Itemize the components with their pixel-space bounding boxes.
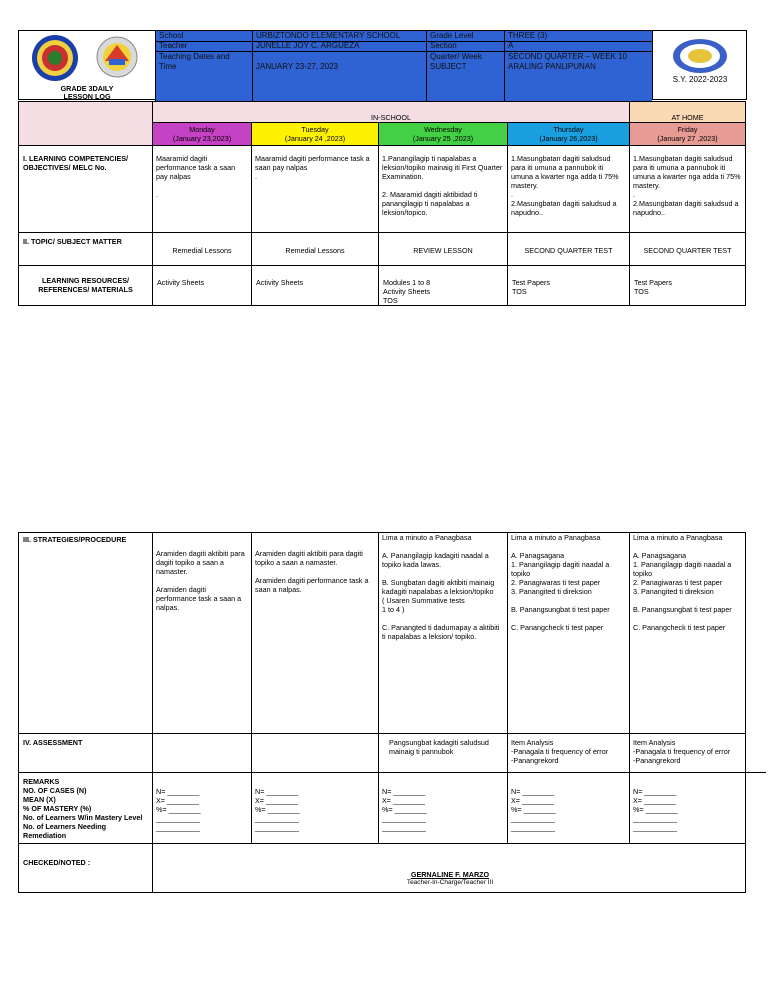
remarks-wednesday: N= ________ X= ________ %= ________ ___________ ___________ <box>378 772 508 844</box>
objectives-monday: Maaramid dagiti performance task a saan pay nalpas . <box>152 145 252 233</box>
topic-friday: SECOND QUARTER TEST <box>629 232 746 266</box>
strategies-thursday: Lima a minuto a Panagbasa A. Panagsagana 1. Panangilagip dagiti naadal a topiko 2. Panagiwaras ti test paper 3. Panangited ti direksion B. Panangsungbat ti test paper C. Panangcheck ti test paper <box>507 532 630 734</box>
topic-label: II. TOPIC/ SUBJECT MATTER <box>18 232 153 266</box>
quarter-subject-label: Quarter/ Week SUBJECT <box>430 52 482 71</box>
school-year: S.Y. 2022-2023 <box>672 75 728 84</box>
day-thursday <box>507 122 630 146</box>
topic-thursday: SECOND QUARTER TEST <box>507 232 630 266</box>
resources-friday: Test Papers TOS <box>629 265 746 306</box>
logo-area-right <box>652 31 746 99</box>
school-value: URBIZTONDO ELEMENTARY SCHOOL <box>256 31 401 40</box>
assessment-thursday: Item Analysis -Panagala ti frequency of error -Panangrekord <box>507 733 630 773</box>
resources-thursday: Test Papers TOS <box>507 265 630 306</box>
remarks-monday: N= ________ X= ________ %= ________ ___________ ___________ <box>152 772 252 844</box>
checked-label: CHECKED/NOTED : <box>18 843 153 893</box>
topic-wednesday: REVIEW LESSON <box>378 232 508 266</box>
strategies-monday: Aramiden dagiti aktibiti para dagiti topiko a saan a namaster. Aramiden dagiti performance task a saan a nalpas. <box>152 532 252 734</box>
school-seal-logo <box>91 35 143 79</box>
objectives-thursday: 1.Masungbatan dagiti saludsud para iti umuna a pannubok iti umuna a kwarter nga adda ti 75% mastery. . 2.Masungbatan dagiti saludsud a napudno.. <box>507 145 630 233</box>
section-value: A <box>508 41 514 50</box>
remarks-label: REMARKS NO. OF CASES (N) MEAN (X) % OF MASTERY (%) No. of Learners W/in Mastery Level No. of Learners Needing Remediation <box>18 772 153 844</box>
section-at-home: AT HOME <box>629 101 746 123</box>
objectives-friday: 1.Masungbatan dagiti saludsud para iti umuna a pannubok iti umuna a kwarter nga adda ti 75% mastery. . 2.Masungbatan dagiti saludsud a napudno.. <box>629 145 746 233</box>
remarks-extension-line <box>746 772 766 773</box>
resources-tuesday: Activity Sheets <box>251 265 379 306</box>
strategies-wednesday: Lima a minuto a Panagbasa A. Panangilagip kadagiti naadal a topiko kada lawas. B. Sungbatan dagiti aktibiti mainaig kadagiti napalabas a leksion/topiko ( Usaren Summative tests 1 to 4 ) C. Panangted ti dadumapay a aktibiti ti napalabas a leksion/ topiko. <box>378 532 508 734</box>
grade-level-label: Grade Level <box>430 31 474 40</box>
teaching-dates-label: Teaching Dates and Time <box>159 52 230 71</box>
header-fields <box>155 31 652 101</box>
objectives-tuesday: Maaramid dagiti performance task a saan pay nalpas . <box>251 145 379 233</box>
day-monday-name: Monday <box>189 125 215 134</box>
resources-label: LEARNING RESOURCES/ REFERENCES/ MATERIALS <box>18 265 153 306</box>
quarter-subject-value: SECOND QUARTER – WEEK 10 ARALING PANLIPUNAN <box>508 52 627 71</box>
day-monday-date: (January 23,2023) <box>172 134 232 143</box>
day-monday <box>152 122 252 146</box>
logo-area-left <box>19 31 155 99</box>
section-in-school: IN-SCHOOL <box>152 101 630 123</box>
strategies-friday: Lima a minuto a Panagbasa A. Panagsagana 1. Panangilagip dagiti naadal a topiko 2. Panagiwaras ti test paper 3. Panangited ti direksion B. Panangsungbat ti test paper C. Panangcheck ti test paper <box>629 532 746 734</box>
school-label: School <box>159 31 184 40</box>
assessment-monday <box>152 733 252 773</box>
strategies-tuesday: Aramiden dagiti aktibiti para dagiti topiko a saan a namaster. Aramiden dagiti performance task a saan a nalpas. <box>251 532 379 734</box>
day-tuesday <box>251 122 379 146</box>
day-wednesday-date: (January 25 ,2023) <box>412 134 474 143</box>
topic-monday: Remedial Lessons <box>152 232 252 266</box>
teacher-label: Teacher <box>159 41 188 50</box>
section-blank <box>18 101 153 146</box>
checked-signature-cell <box>152 843 746 893</box>
day-tuesday-date: (January 24 ,2023) <box>284 134 346 143</box>
log-title-line-1: GRADE 3DAILY <box>60 84 114 93</box>
remarks-friday: N= ________ X= ________ %= ________ ___________ ___________ <box>629 772 746 844</box>
day-friday-name: Friday <box>677 125 698 134</box>
day-friday-date: (January 27 ,2023) <box>657 134 718 143</box>
assessment-wednesday: Pangsungbat kadagiti saludsud mainaig ti pannubok <box>378 733 508 773</box>
day-thursday-date: (January 26,2023) <box>539 134 598 143</box>
day-thursday-name: Thursday <box>553 125 584 134</box>
strategies-label: III. STRATEGIES/PROCEDURE <box>18 532 153 734</box>
checker-title: Teacher-In-Charge/Teacher III <box>406 879 494 886</box>
objectives-label: I. LEARNING COMPETENCIES/ OBJECTIVES/ MELC No. <box>18 145 153 233</box>
deped-seal-logo <box>27 33 83 83</box>
teaching-dates-value: JANUARY 23-27, 2023 <box>256 62 338 71</box>
grade-level-value: THREE (3) <box>508 31 548 40</box>
resources-wednesday: Modules 1 to 8 Activity Sheets TOS <box>378 265 508 306</box>
remarks-thursday: N= ________ X= ________ %= ________ ___________ ___________ <box>507 772 630 844</box>
section-label: Section <box>430 41 457 50</box>
day-tuesday-name: Tuesday <box>301 125 329 134</box>
assessment-tuesday <box>251 733 379 773</box>
objectives-wednesday: 1.Panangilagip ti napalabas a leksion/topiko mainaig iti First Quarter Examination. 2. Maaramid dagiti aktibidad ti panangilagip ti napalabas a leksion/topico. <box>378 145 508 233</box>
day-friday <box>629 122 746 146</box>
division-seal-logo <box>671 37 729 75</box>
checker-name: GERNALINE F. MARZO <box>410 870 490 879</box>
day-wednesday <box>378 122 508 146</box>
remarks-tuesday: N= ________ X= ________ %= ________ ___________ ___________ <box>251 772 379 844</box>
day-wednesday-name: Wednesday <box>424 125 462 134</box>
resources-monday: Activity Sheets <box>152 265 252 306</box>
assessment-friday: Item Analysis -Panagala ti frequency of error -Panangrekord <box>629 733 746 773</box>
assessment-label: IV. ASSESSMENT <box>18 733 153 773</box>
teacher-value: JUNELLE JOY C. ARGUEZA <box>256 41 360 50</box>
lesson-log-header-table <box>18 30 747 100</box>
log-title-line-2: LESSON LOG <box>63 92 111 101</box>
topic-tuesday: Remedial Lessons <box>251 232 379 266</box>
